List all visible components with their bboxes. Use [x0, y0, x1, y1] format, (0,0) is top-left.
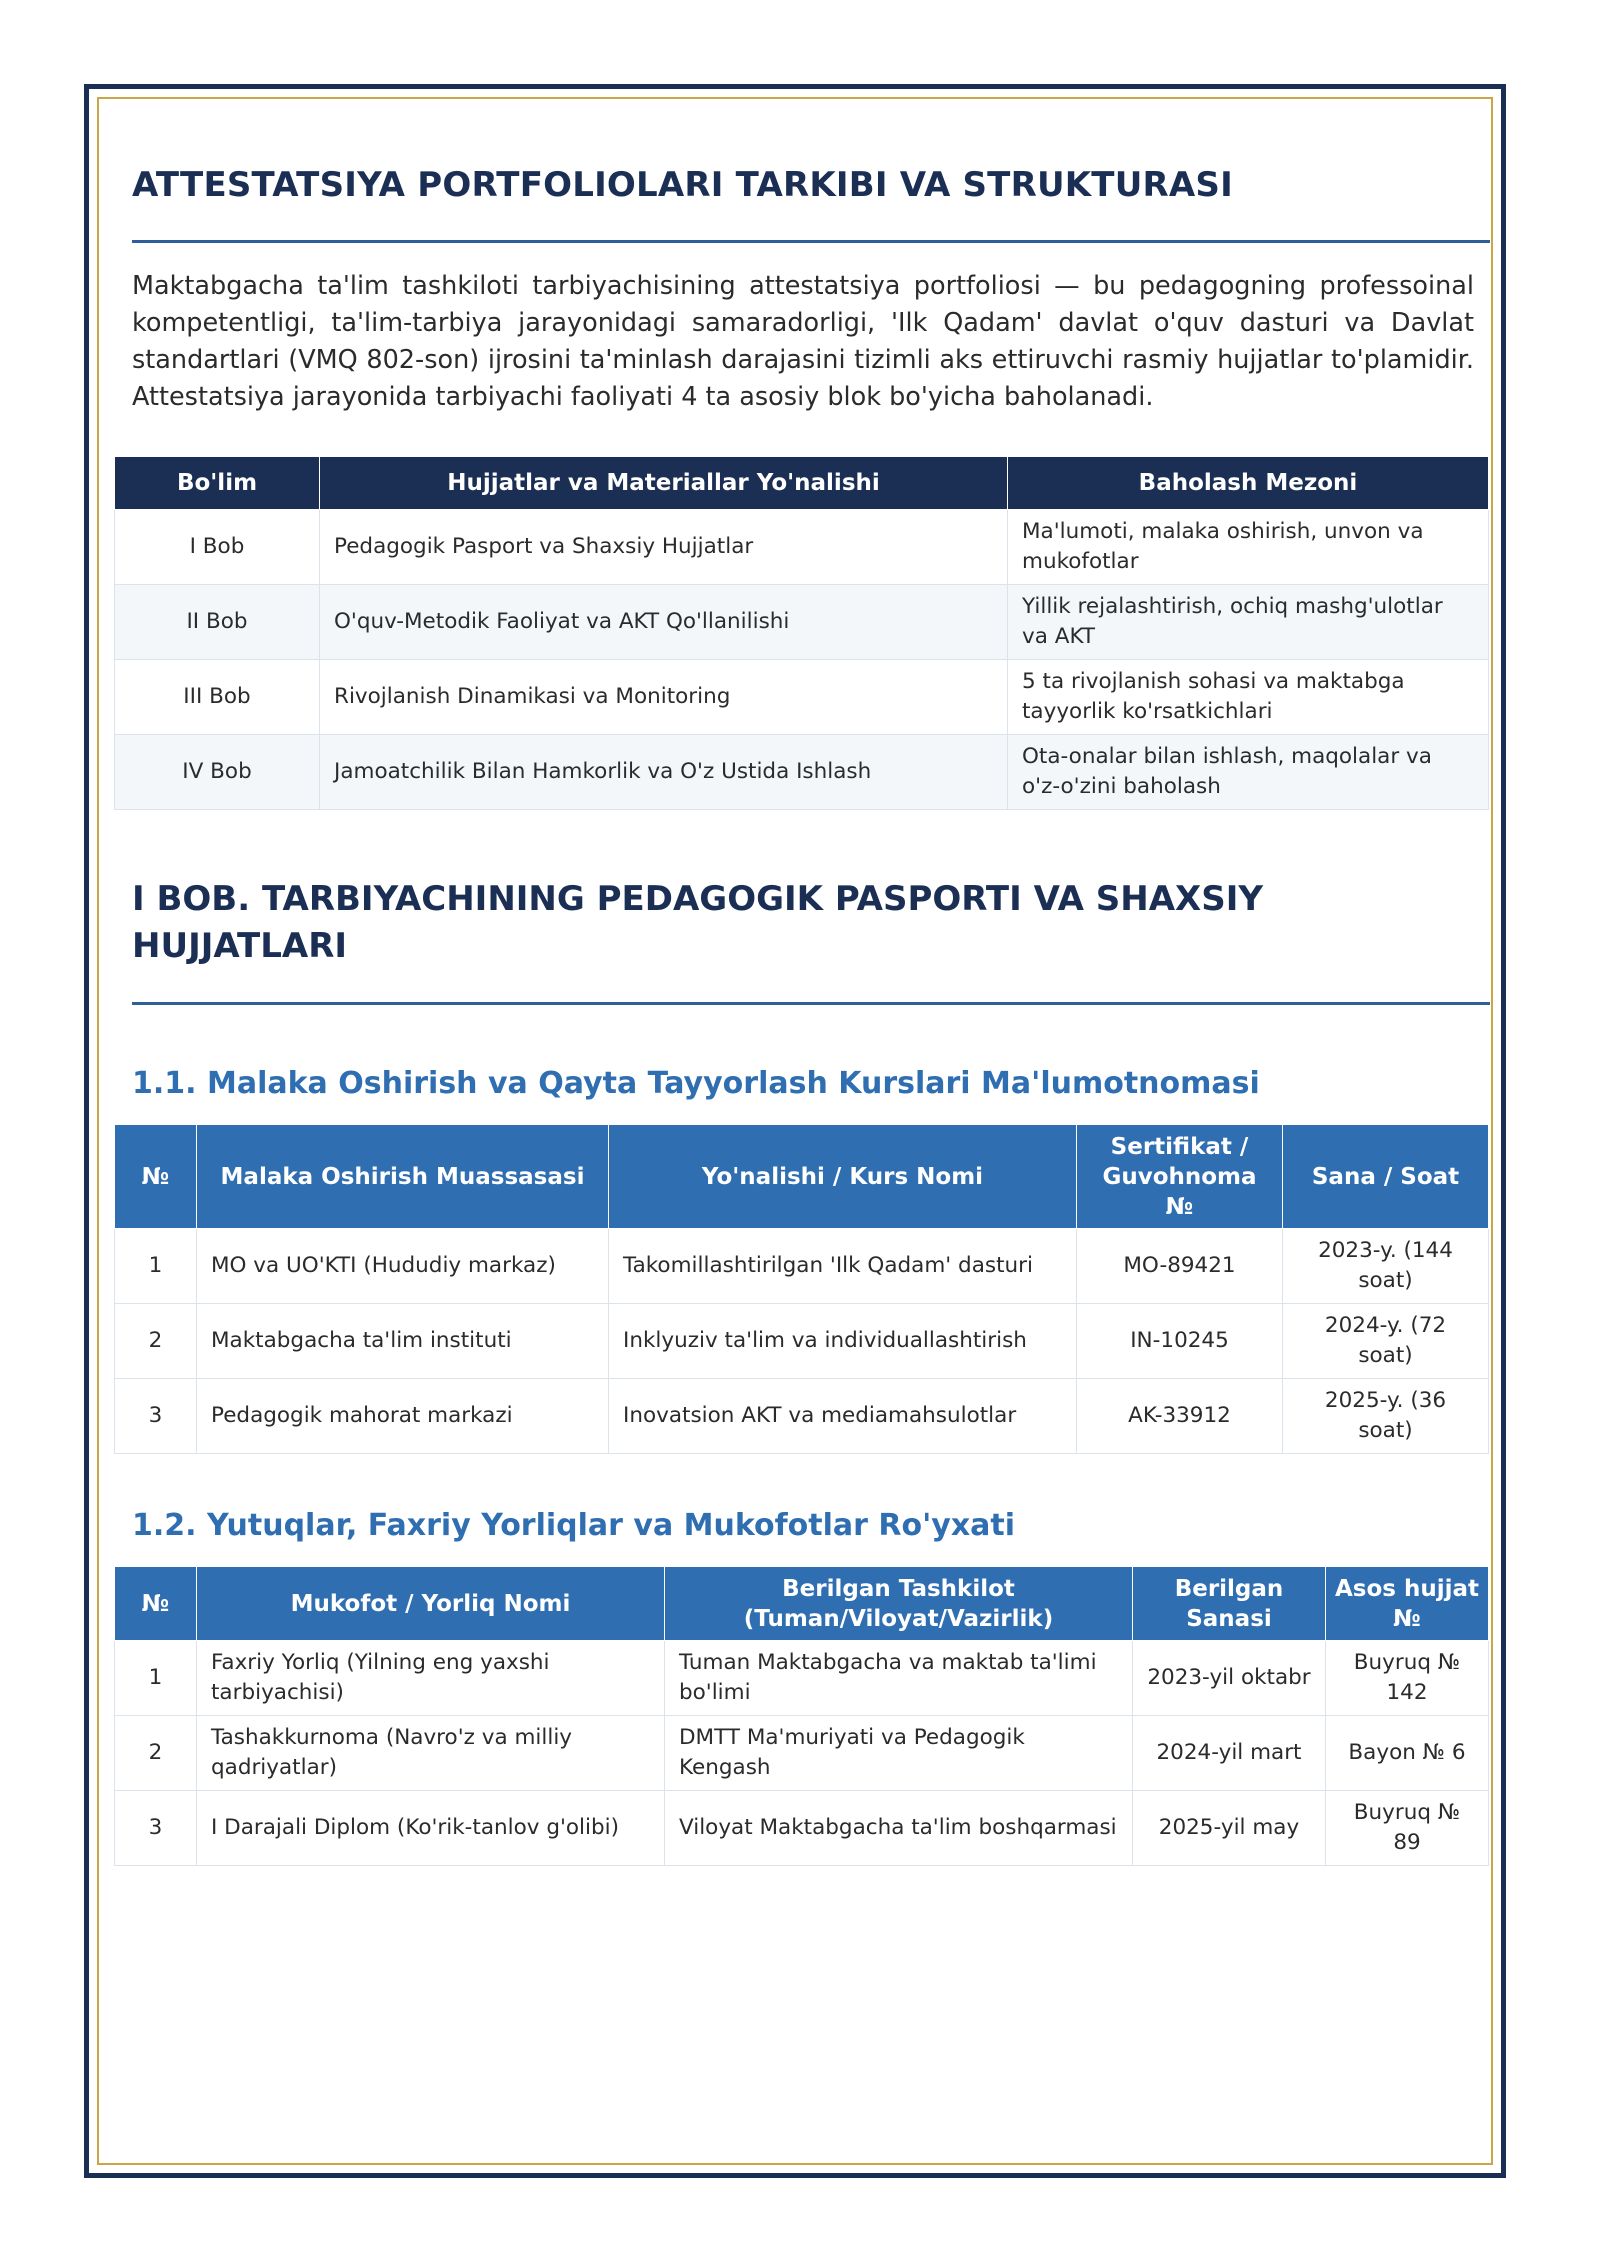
table-cell: AK-33912	[1077, 1379, 1283, 1454]
table-cell: Yillik rejalashtirish, ochiq mashg'ulotlar va AKT	[1008, 585, 1489, 660]
table-row	[115, 585, 1489, 660]
table-cell: I Darajali Diplom (Ko'rik-tanlov g'olibi)	[197, 1791, 665, 1866]
table-cell: IN-10245	[1077, 1304, 1283, 1379]
table-cell: 2	[115, 1716, 197, 1791]
table-cell: Tashakkurnoma (Navro'z va milliy qadriyatlar)	[197, 1716, 665, 1791]
table-row	[115, 1379, 1489, 1454]
column-header: Bo'lim	[115, 457, 320, 510]
table-cell: Bayon № 6	[1326, 1716, 1489, 1791]
table-cell: 2023-yil oktabr	[1133, 1641, 1326, 1716]
table-cell: 2025-yil may	[1133, 1791, 1326, 1866]
table-cell: DMTT Ma'muriyati va Pedagogik Kengash	[665, 1716, 1133, 1791]
column-header: №	[115, 1567, 197, 1641]
table-row	[115, 735, 1489, 810]
table-row	[115, 1229, 1489, 1304]
table-cell: Inovatsion AKT va mediamahsulotlar	[609, 1379, 1077, 1454]
table-cell: IV Bob	[115, 735, 320, 810]
table-cell: Rivojlanish Dinamikasi va Monitoring	[320, 660, 1008, 735]
column-header: Sertifikat / Guvohnoma №	[1077, 1125, 1283, 1229]
table-cell: Viloyat Maktabgacha ta'lim boshqarmasi	[665, 1791, 1133, 1866]
table-cell: Pedagogik mahorat markazi	[197, 1379, 609, 1454]
column-header: Berilgan Tashkilot (Tuman/Viloyat/Vazirlik)	[665, 1567, 1133, 1641]
courses-table	[114, 1124, 1489, 1454]
title-divider	[132, 240, 1490, 243]
table-cell: Takomillashtirilgan 'Ilk Qadam' dasturi	[609, 1229, 1077, 1304]
subsection-title-courses: 1.1. Malaka Oshirish va Qayta Tayyorlash Kurslari Ma'lumotnomasi	[132, 1066, 1260, 1101]
table-cell: 2024-yil mart	[1133, 1716, 1326, 1791]
table-row	[115, 660, 1489, 735]
table-row	[115, 510, 1489, 585]
column-header: Baholash Mezoni	[1008, 457, 1489, 510]
table-row	[115, 1716, 1489, 1791]
section-divider	[132, 1002, 1490, 1005]
column-header: Malaka Oshirish Muassasasi	[197, 1125, 609, 1229]
column-header: Berilgan Sanasi	[1133, 1567, 1326, 1641]
table-cell: Inklyuziv ta'lim va individuallashtirish	[609, 1304, 1077, 1379]
table-cell: MO va UO'KTI (Hududiy markaz)	[197, 1229, 609, 1304]
intro-paragraph: Maktabgacha ta'lim tashkiloti tarbiyachisining attestatsiya portfoliosi — bu pedagogning professoinal kompetentligi, ta'lim-tarbiya jarayonidagi samaradorligi, 'Ilk Qadam' davlat o'quv dasturi va Davlat standartlari (VMQ 802-son) ijrosini ta'minlash darajasini tizimli aks ettiruvchi rasmiy hujjatlar to'plamidir. Attestatsiya jarayonida tarbiyachi faoliyati 4 ta asosiy blok bo'yicha baholanadi.	[132, 271, 1474, 412]
table-cell: 1	[115, 1641, 197, 1716]
table-cell: I Bob	[115, 510, 320, 585]
table-header-row	[115, 457, 1489, 510]
table-row	[115, 1791, 1489, 1866]
column-header: №	[115, 1125, 197, 1229]
table-cell: 2023-y. (144 soat)	[1283, 1229, 1489, 1304]
table-cell: Tuman Maktabgacha va maktab ta'limi bo'limi	[665, 1641, 1133, 1716]
table-cell: Ota-onalar bilan ishlash, maqolalar va o'z-o'zini baholash	[1008, 735, 1489, 810]
table-cell: 2024-y. (72 soat)	[1283, 1304, 1489, 1379]
subsection-title-awards: 1.2. Yutuqlar, Faxriy Yorliqlar va Mukofotlar Ro'yxati	[132, 1508, 1016, 1543]
column-header: Mukofot / Yorliq Nomi	[197, 1567, 665, 1641]
column-header: Yo'nalishi / Kurs Nomi	[609, 1125, 1077, 1229]
table-cell: 2025-y. (36 soat)	[1283, 1379, 1489, 1454]
column-header: Asos hujjat №	[1326, 1567, 1489, 1641]
table-cell: Buyruq № 89	[1326, 1791, 1489, 1866]
structure-table	[114, 456, 1489, 810]
table-cell: Jamoatchilik Bilan Hamkorlik va O'z Ustida Ishlash	[320, 735, 1008, 810]
table-cell: Maktabgacha ta'lim instituti	[197, 1304, 609, 1379]
table-header-row	[115, 1125, 1489, 1229]
table-row	[115, 1641, 1489, 1716]
table-cell: O'quv-Metodik Faoliyat va AKT Qo'llanilishi	[320, 585, 1008, 660]
table-cell: 2	[115, 1304, 197, 1379]
column-header: Sana / Soat	[1283, 1125, 1489, 1229]
table-cell: 3	[115, 1379, 197, 1454]
table-cell: 1	[115, 1229, 197, 1304]
table-cell: III Bob	[115, 660, 320, 735]
column-header: Hujjatlar va Materiallar Yo'nalishi	[320, 457, 1008, 510]
table-cell: 5 ta rivojlanish sohasi va maktabga tayyorlik ko'rsatkichlari	[1008, 660, 1489, 735]
table-header-row	[115, 1567, 1489, 1641]
table-cell: Faxriy Yorliq (Yilning eng yaxshi tarbiyachisi)	[197, 1641, 665, 1716]
table-cell: Buyruq № 142	[1326, 1641, 1489, 1716]
table-cell: Ma'lumoti, malaka oshirish, unvon va mukofotlar	[1008, 510, 1489, 585]
section-title: I BOB. TARBIYACHINING PEDAGOGIK PASPORTI VA SHAXSIY HUJJATLARI	[132, 879, 1263, 966]
table-row	[115, 1304, 1489, 1379]
table-cell: MO-89421	[1077, 1229, 1283, 1304]
awards-table	[114, 1566, 1489, 1866]
page-title: ATTESTATSIYA PORTFOLIOLARI TARKIBI VA STRUKTURASI	[132, 165, 1233, 205]
table-cell: 3	[115, 1791, 197, 1866]
table-cell: II Bob	[115, 585, 320, 660]
table-cell: Pedagogik Pasport va Shaxsiy Hujjatlar	[320, 510, 1008, 585]
